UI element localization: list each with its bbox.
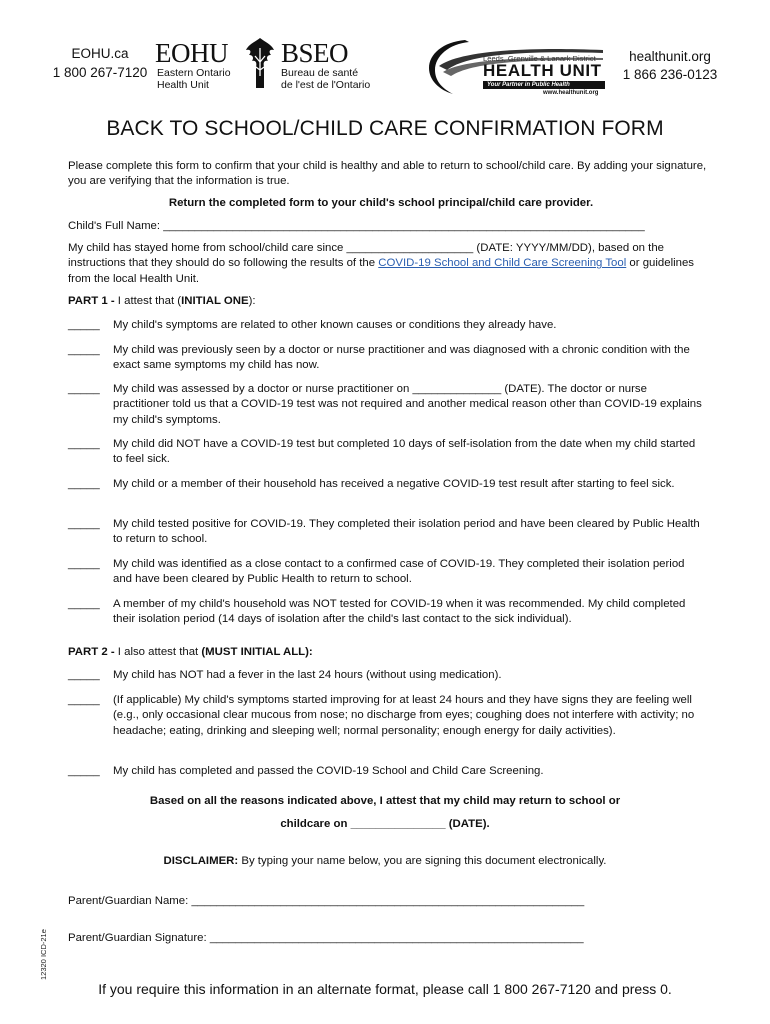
part1-item: My child tested positive for COVID-19. They completed their isolation period and have been cleared by Public Health to return to school. xyxy=(113,518,700,546)
initial-blank[interactable]: _____ xyxy=(68,598,100,610)
part2-label: PART 2 - xyxy=(68,646,115,658)
hu-district-text: Leeds, Grenville & Lanark District xyxy=(483,54,596,63)
disclaimer xyxy=(68,854,702,869)
health-unit-logo xyxy=(425,36,615,98)
child-name-field[interactable]: Child's Full Name: ____________________________________________________________________________ xyxy=(68,220,645,232)
part1-item: My child was identified as a close contact to a confirmed case of COVID-19. They completed their isolation period and have been cleared by Public Health to return to school. xyxy=(113,558,685,586)
eohu-wordmark: EOHU xyxy=(155,38,228,68)
initial-blank[interactable]: _____ xyxy=(68,765,100,777)
health-unit-phone: 1 866 236-0123 xyxy=(622,67,718,82)
intro-text: Please complete this form to confirm that your child is healthy and able to return to school/child care. By adding your signature, you are verifying that the information is true. xyxy=(68,160,707,188)
eohu-bseo-logo xyxy=(155,40,370,92)
hu-tagline-text: Your Partner in Public Health xyxy=(487,82,570,88)
part2-item: My child has NOT had a fever in the last 24 hours (without using medication). xyxy=(113,669,502,681)
attestation-date-field[interactable]: childcare on _______________ (DATE). xyxy=(280,818,490,830)
initial-blank[interactable]: _____ xyxy=(68,518,100,530)
part1-item: My child's symptoms are related to other known causes or conditions they already have. xyxy=(113,319,557,331)
disclaimer-label: DISCLAIMER: xyxy=(163,855,239,867)
bseo-subtitle: Bureau de santé de l'est de l'Ontario xyxy=(281,67,371,91)
part1-label: PART 1 - xyxy=(68,295,115,307)
initial-blank[interactable]: _____ xyxy=(68,669,100,681)
form-code: 12320 ICD-21e xyxy=(39,929,48,980)
part1-item: My child was assessed by a doctor or nurse practitioner on ______________ (DATE). The doctor or nurse practitioner told us that a COVID-19 test was not required and another medical reason other than COVID-19 explains my child's symptoms. xyxy=(113,383,702,426)
eohu-phone: 1 800 267-7120 xyxy=(52,65,148,80)
part1-emphasis: INITIAL ONE xyxy=(181,295,249,307)
part1-item: My child did NOT have a COVID-19 test but completed 10 days of self-isolation from the date when my child started to feel sick. xyxy=(113,438,696,466)
screening-tool-link[interactable]: COVID-19 School and Child Care Screening Tool xyxy=(378,257,627,270)
eohu-subtitle: Eastern Ontario Health Unit xyxy=(157,67,231,91)
form-title: BACK TO SCHOOL/CHILD CARE CONFIRMATION FORM xyxy=(106,117,664,140)
bseo-wordmark: BSEO xyxy=(281,38,349,68)
part2-intro: I also attest that xyxy=(114,646,202,658)
initial-blank[interactable]: _____ xyxy=(68,438,100,450)
part2-item: (If applicable) My child's symptoms started improving for at least 24 hours and they have signs they are feeling well (e.g., only occasional clear mucous from nose; no discharge from eyes; coughing does not interfere with activity; no headache; eating, drinking and sleeping well; normal personality; enough energy for daily activities). xyxy=(113,694,695,737)
disclaimer-text: By typing your name below, you are signing this document electronically. xyxy=(238,855,607,867)
tree-emblem-icon xyxy=(243,36,277,90)
health-unit-contact xyxy=(618,48,722,84)
part1-heading xyxy=(68,294,668,309)
part1-intro: I attest that ( xyxy=(114,295,182,307)
health-unit-website-link[interactable]: healthunit.org xyxy=(629,49,711,64)
parent-name-field[interactable]: Parent/Guardian Name: ______________________________________________________________ xyxy=(68,895,585,907)
initial-blank[interactable]: _____ xyxy=(68,694,100,706)
initial-blank[interactable]: _____ xyxy=(68,558,100,570)
footer-note: If you require this information in an alternate format, please call 1 800 267-7120 and press 0. xyxy=(98,981,672,997)
hu-title-text: HEALTH UNIT xyxy=(483,61,602,80)
part1-end: ): xyxy=(248,295,256,307)
stayed-home-suffix: or guidelines from the local Health Unit. xyxy=(68,257,695,285)
attestation-line-1: Based on all the reasons indicated above, I attest that my child may return to school or xyxy=(149,795,621,807)
stayed-home-text: My child has stayed home from school/child care since ____________________ (DATE: YYYY/MM/DD), based on the instructions that they should do so following the results of the xyxy=(68,242,665,270)
initial-blank[interactable]: _____ xyxy=(68,383,100,395)
initial-blank[interactable]: _____ xyxy=(68,344,100,356)
return-note: Return the completed form to your child's school principal/child care provider. xyxy=(168,197,594,209)
eohu-website-link[interactable]: EOHU.ca xyxy=(71,46,129,61)
part1-item: My child was previously seen by a doctor or nurse practitioner and was diagnosed with a chronic condition with the exact same symptoms my child has now. xyxy=(113,344,690,372)
eohu-contact xyxy=(50,44,150,82)
part2-heading xyxy=(68,645,668,660)
part1-item: My child or a member of their household has received a negative COVID-19 test result after starting to feel sick. xyxy=(113,478,675,490)
part2-item: My child has completed and passed the COVID-19 School and Child Care Screening. xyxy=(113,765,544,777)
initial-blank[interactable]: _____ xyxy=(68,478,100,490)
part2-emphasis: (MUST INITIAL ALL): xyxy=(201,646,313,658)
parent-signature-field[interactable]: Parent/Guardian Signature: ___________________________________________________________ xyxy=(68,932,584,944)
initial-blank[interactable]: _____ xyxy=(68,319,100,331)
hu-website-text: www.healthunit.org xyxy=(543,90,599,96)
stayed-home-statement xyxy=(68,241,703,287)
part1-item: A member of my child's household was NOT tested for COVID-19 when it was recommended. My child completed their isolation period (14 days of isolation after the child's last contact to the sick individual). xyxy=(113,598,686,626)
